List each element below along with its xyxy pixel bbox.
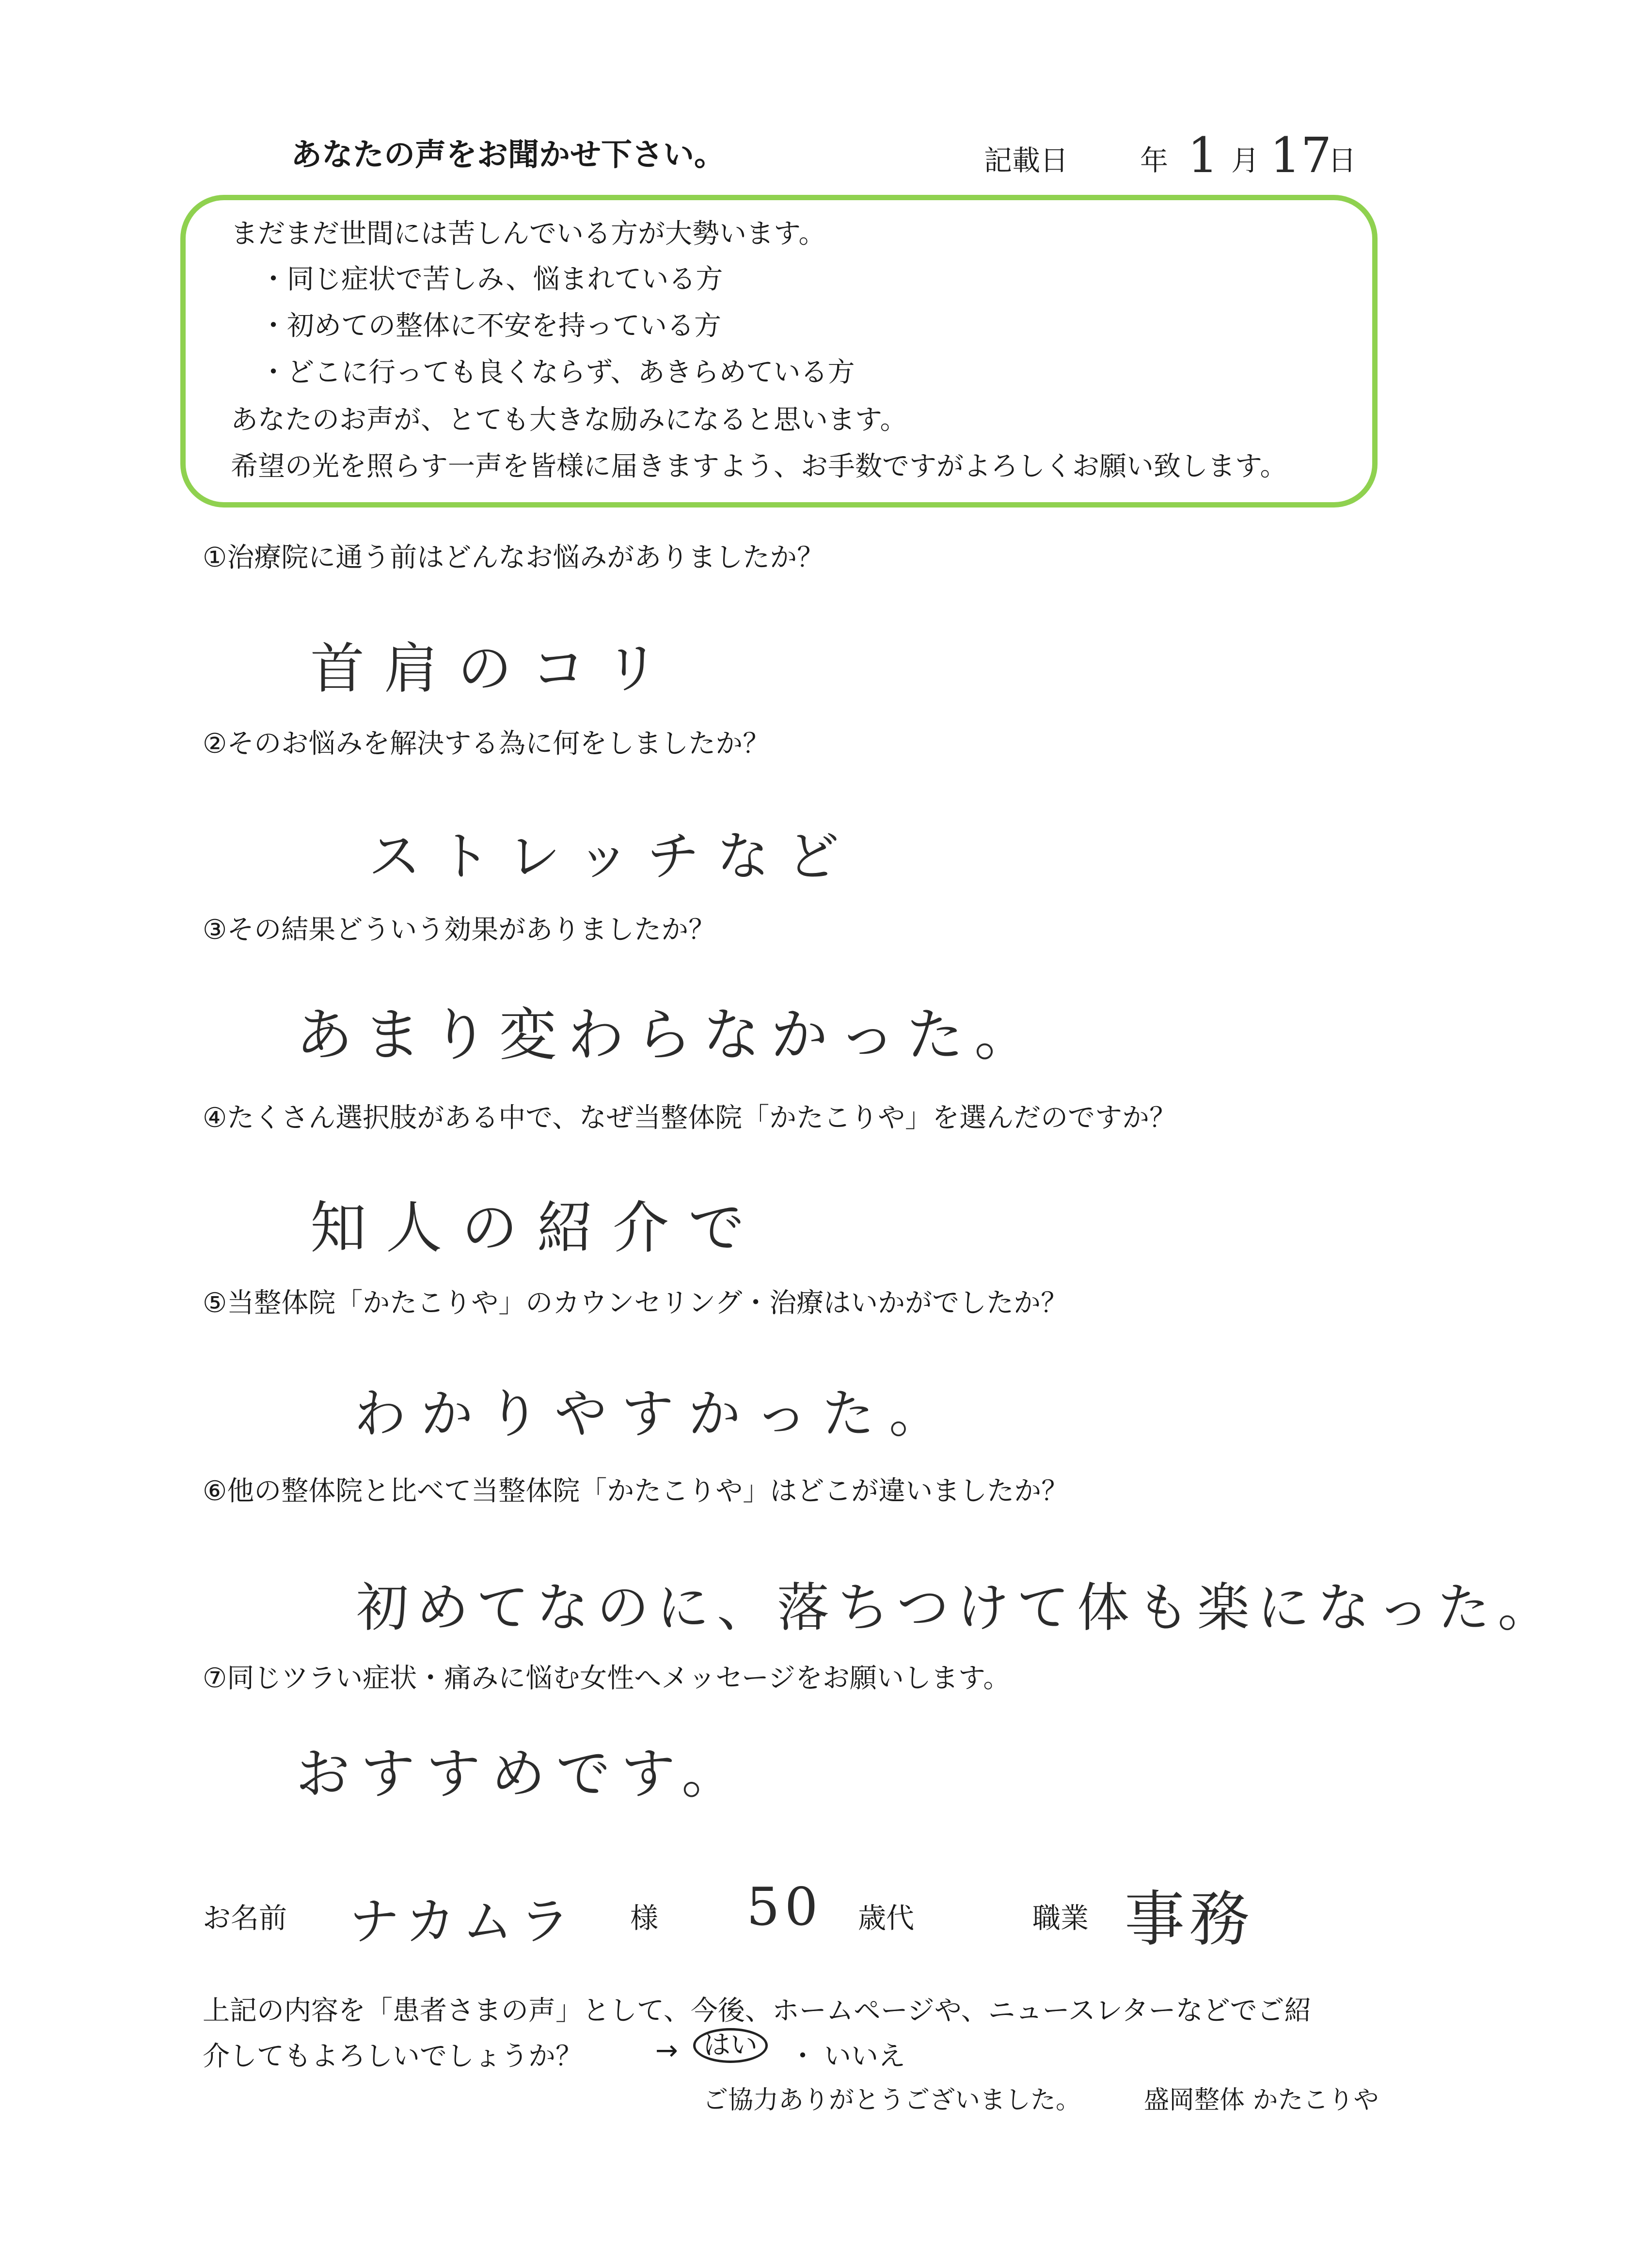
answer-3: あまり変わらなかった。: [296, 1001, 1043, 1068]
question-2: ②そのお悩みを解決する為に何をしましたか？: [203, 728, 770, 760]
question-4: ④たくさん選択肢がある中で、なぜ当整体院「かたこりや」を選んだのですか？: [203, 1102, 1177, 1134]
day-label: 日: [1328, 144, 1357, 177]
question-7: ⑦同じツラい症状・痛みに悩む女性へメッセージをお願いします。: [203, 1663, 1011, 1694]
consent-no-option[interactable]: いいえ: [824, 2041, 905, 2072]
job-value: 事務: [1125, 1885, 1255, 1954]
month-label: 月: [1231, 144, 1260, 177]
honorific: 様: [630, 1902, 659, 1935]
day-value: 17: [1270, 127, 1332, 184]
intro-line-1: まだまだ世間には苦しんでいる方が大勢います。: [231, 218, 826, 250]
consent-separator: ・: [789, 2041, 816, 2072]
answer-5: わかりやすかった。: [354, 1384, 956, 1444]
consent-line-1: 上記の内容を「患者さまの声」として、今後、ホームページや、ニュースレターなどでご紹: [203, 1995, 1312, 2027]
name-label: お名前: [203, 1902, 287, 1935]
age-value: 50: [746, 1877, 823, 1937]
intro-line-2: あなたのお声が、とても大きな励みになると思います。: [231, 404, 907, 436]
footer-clinic: 盛岡整体 かたこりや: [1144, 2086, 1379, 2115]
consent-yes-option[interactable]: [693, 2028, 768, 2063]
footer-thanks: ご協力ありがとうございました。: [703, 2086, 1081, 2115]
consent-arrow: →: [655, 2035, 678, 2066]
answer-1: 首肩のコリ: [310, 637, 679, 700]
answer-4: 知人の紹介で: [310, 1195, 764, 1261]
year-label: 年: [1140, 144, 1169, 177]
page-title: あなたの声をお聞かせ下さい。: [291, 137, 725, 173]
intro-bullet: ・どこに行っても良くならず、あきらめている方: [260, 357, 855, 388]
consent-line-2: 介してもよろしいでしょうか？: [203, 2041, 583, 2072]
question-6: ⑥他の整体院と比べて当整体院「かたこりや」はどこが違いましたか？: [203, 1475, 1069, 1507]
consent-yes-label: はい: [693, 2028, 768, 2063]
intro-bullet: ・同じ症状で苦しみ、悩まれている方: [260, 264, 723, 295]
answer-7: おすすめです。: [296, 1743, 747, 1806]
month-value: 1: [1188, 127, 1227, 184]
age-label: 歳代: [858, 1902, 915, 1935]
answer-2: ストレッチなど: [368, 826, 856, 887]
job-label: 職業: [1032, 1902, 1089, 1935]
question-5: ⑤当整体院「かたこりや」のカウンセリング・治療はいかがでしたか？: [203, 1287, 1068, 1319]
name-value: ナカムラ: [349, 1892, 577, 1951]
question-1: ①治療院に通う前はどんなお悩みがありましたか？: [203, 542, 824, 573]
intro-line-3: 希望の光を照らす一声を皆様に届きますよう、お手数ですがよろしくお願い致します。: [231, 451, 1287, 482]
intro-bullet: ・初めての整体に不安を持っている方: [260, 310, 721, 342]
date-label: 記載日: [984, 144, 1069, 177]
answer-6: 初めてなのに、落ちつけて体も楽になった。: [356, 1578, 1558, 1638]
question-3: ③その結果どういう効果がありましたか？: [203, 914, 716, 946]
